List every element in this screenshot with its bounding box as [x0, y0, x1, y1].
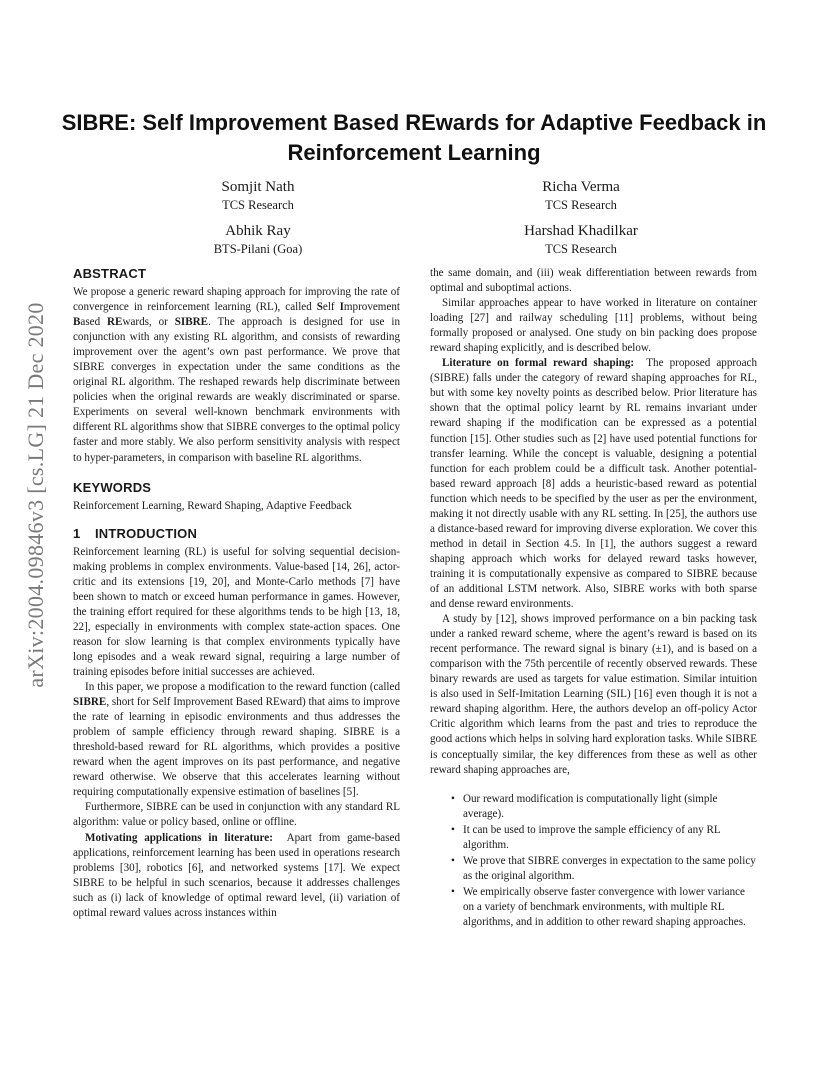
author-affiliation: TCS Research [222, 198, 294, 212]
abstract-text: . The approach is designed for use in conjunction with any existing RL algorithm, and consists of rewarding improvement over the agent’s own past performance. We prove that SIBRE converges in expectation under the same conditions as the original RL algorithm. The reshaped rewards help discriminate between policies when the original rewards are weakly discriminated or sparse. Experiments on several well-known benchmark environments with different RL algorithms show that SIBRE converges to the optimal policy faster and more stably. We also perform sensitivity analysis with respect to hyper-parameters, in comparison with baseline RL algorithms. [73, 316, 401, 464]
author-name: Somjit Nath [221, 179, 295, 195]
intro-paragraph [73, 680, 400, 800]
arxiv-identifier-text: arXiv:2004.09846v3 [cs.LG] 21 Dec 2020 [23, 302, 48, 688]
acronym-rest: elf [322, 301, 340, 314]
bullet-icon: • [451, 854, 455, 867]
intro-paragraph: Similar approaches appear to have worked in literature on container loading [27] and railway scheduling [11] problems, without being formally proposed or analysed. One study on bin packing does propose reward shaping explicitly, and is described below. [430, 297, 757, 355]
intro-paragraph [430, 356, 757, 612]
run-in-heading: Literature on formal reward shaping: [442, 357, 635, 370]
author-name: Richa Verma [542, 179, 620, 195]
paragraph-text: Apart from game-based applications, reinforcement learning has been used in operations research problems [30], robotics [6], and networked systems [17]. We expect SIBRE to be helpful in such scenarios, because it addresses challenges such as (i) lack of knowledge of optimal reward level, (ii) variation of optimal reward values across instances within [73, 831, 401, 919]
abstract-paragraph [73, 285, 400, 466]
list-item [430, 885, 757, 930]
section-number: 1 [73, 525, 81, 541]
intro-paragraph-continued: the same domain, and (iii) weak differentiation between rewards from optimal and suboptimal actions. [430, 267, 757, 295]
acronym-letter: S [316, 301, 323, 314]
author-affiliation: TCS Research [545, 242, 617, 256]
author-block [148, 222, 368, 257]
section-title: INTRODUCTION [95, 525, 198, 541]
list-item-text: It can be used to improve the sample efficiency of any RL algorithm. [463, 823, 721, 851]
author-affiliation: TCS Research [545, 198, 617, 212]
right-column [430, 266, 757, 931]
contribution-list [430, 792, 757, 930]
section-heading [73, 526, 400, 542]
author-name: Abhik Ray [225, 223, 291, 239]
keywords-heading: KEYWORDS [73, 479, 152, 495]
intro-paragraph: Reinforcement learning (RL) is useful for solving sequential decision-making problems in complex environments. Value-based [14, 26], actor-critic and its extensions [19, 20], and Monte-Carlo methods [7] have been shown to match or exceed human performance in games. However, the training effort required for these algorithms tends to be high [13, 18, 22], especially in environments with complex state-action spaces. One reason for slow learning is that complex environments typically have long episodes and a weak reward signal, requiring a large number of training episodes before initial successes are achieved. [73, 545, 400, 678]
author-block [471, 178, 691, 213]
intro-paragraph [73, 831, 400, 921]
left-column [73, 266, 400, 921]
list-item-text: Our reward modification is computationally light (simple average). [463, 792, 718, 820]
keywords-text: Reinforcement Learning, Reward Shaping, Adaptive Feedback [73, 499, 352, 512]
paper-title: SIBRE: Self Improvement Based REwards for Adaptive Feedback in Reinforcement Learning [61, 110, 767, 165]
paragraph-text: The proposed approach (SIBRE) falls under the category of reward shaping approaches for RL, but with some key novelty points as described below. Prior literature has shown that the optimal policy learnt by RL remains invariant under reward shaping if the modification can be expressed as a potential function [15]. Other studies such as [2] have used potential functions for transfer learning. While the concept is valuable, designing a potential function for each problem could be a difficult task. Another potential-based reward approach [8] adds a heuristic-based reward as potential function which needs to be specified by the user as per the environment, making it not directly usable with any RL setting. In [25], the authors use a distance-based reward for improving diverse exploration. We cover this method in detail in Section 4.5. In [1], the authors suggest a reward shaping approach which works for delayed reward tasks however, training it is computationally expensive as compared to SIBRE because of an additional LSTM network. Also, SIBRE works with both sparse and dense reward environments. [430, 357, 757, 611]
intro-paragraph: Furthermore, SIBRE can be used in conjunction with any standard RL algorithm: value or policy based, online or offline. [73, 801, 400, 829]
list-item [430, 792, 757, 822]
abstract-heading: ABSTRACT [73, 266, 147, 281]
acronym-letter: B [73, 316, 81, 329]
bullet-icon: • [451, 792, 455, 805]
acronym-letter: I [339, 301, 344, 314]
paragraph-text: , short for Self Improvement Based REward) that aims to improve the rate of learning in episodic environments and thus addresses the problem of sample efficiency through reward shaping. SIBRE is a threshold-based reward for RL algorithms, which provides a positive reward when the agent improves on its past performance, and negative reward otherwise. We observe that this accelerates learning without requiring computationally expensive estimation of baselines [5]. [73, 696, 400, 799]
acronym-rest: ased [80, 316, 108, 329]
acronym-rest: mprovement [343, 301, 400, 314]
method-name: SIBRE [73, 696, 107, 709]
acronym-letter: RE [107, 316, 123, 329]
abstract-text: We propose a generic reward shaping approach for improving the rate of convergence in reinforcement learning (RL), called [73, 286, 400, 314]
author-name: Harshad Khadilkar [524, 223, 638, 239]
acronym-name: SIBRE [174, 316, 209, 329]
list-item [430, 854, 757, 884]
bullet-icon: • [451, 885, 455, 898]
intro-paragraph: A study by [12], shows improved performance on a bin packing task under a ranked reward scheme, where the agent’s reward is based on its recent performance. The reward signal is binary (±1), and is based on a comparison with the 75th percentile of recently observed rewards. These binary rewards are used as targets for value estimation. Similar intuition is also used in Self-Imitation Learning (SIL) [16] even though it is not a reward shaping algorithm. Here, the authors develop an off-policy Actor Critic algorithm which learns from the past and tries to reproduce the good actions which helps in solving hard exploration tasks. While SIBRE is conceptually similar, the key differences from these as well as other reward shaping approaches are, [430, 613, 757, 776]
list-item-text: We empirically observe faster convergence with lower variance on a variety of benchmark environments, with multiple RL algorithms, and in addition to other reward shaping approaches. [463, 885, 746, 928]
author-block [148, 178, 368, 213]
bullet-icon: • [451, 823, 455, 836]
author-block [471, 222, 691, 257]
arxiv-identifier-stamp [14, 285, 58, 705]
list-item-text: We prove that SIBRE converges in expectation to the same policy as the original algorithm. [463, 854, 756, 882]
acronym-rest: wards, or [122, 316, 175, 329]
author-affiliation: BTS-Pilani (Goa) [213, 242, 303, 256]
paragraph-text: In this paper, we propose a modification to the reward function (called [85, 681, 400, 694]
run-in-heading: Motivating applications in literature: [85, 831, 273, 844]
list-item [430, 823, 757, 853]
